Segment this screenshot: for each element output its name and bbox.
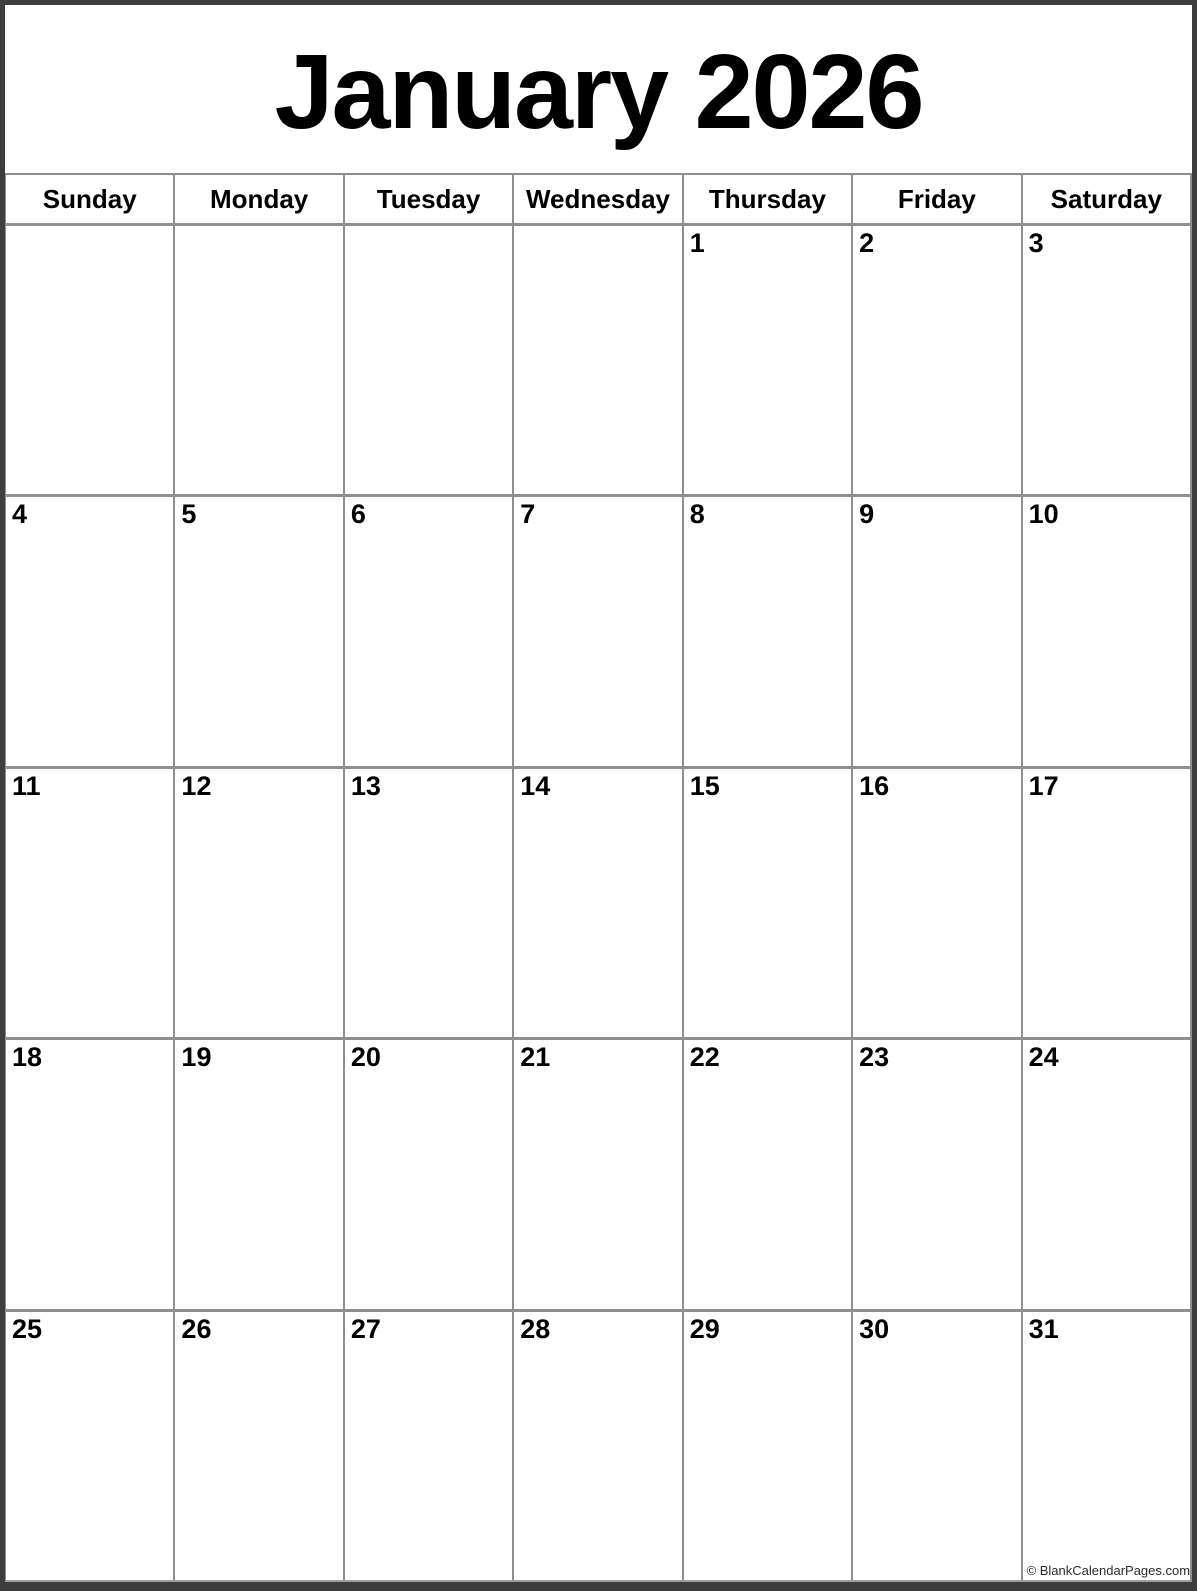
day-cell: [345, 1040, 512, 1308]
day-cell: [6, 1040, 173, 1308]
day-cell: [514, 1040, 681, 1308]
day-cell: [175, 1312, 342, 1580]
weekday-header-wednesday: Wednesday: [514, 175, 681, 223]
day-cell: [684, 1312, 851, 1580]
date-number: 16: [859, 770, 890, 801]
day-cell: [514, 769, 681, 1037]
date-number: 14: [520, 770, 551, 801]
date-number: 2: [859, 228, 875, 258]
day-cell: [1023, 1312, 1190, 1580]
date-number: 9: [859, 499, 875, 530]
day-cell: [6, 769, 173, 1037]
date-number: 3: [1028, 228, 1044, 258]
weekday-header-sunday: Sunday: [6, 175, 173, 223]
date-number: 23: [859, 1042, 890, 1073]
date-number: 21: [520, 1042, 551, 1073]
day-cell: [853, 497, 1020, 765]
date-number: 6: [350, 499, 366, 530]
date-number: 12: [181, 770, 212, 801]
weekday-header-friday: Friday: [853, 175, 1020, 223]
day-cell: [175, 769, 342, 1037]
date-number: 15: [689, 770, 720, 801]
day-cell: [853, 1040, 1020, 1308]
day-cell: [514, 497, 681, 765]
date-number: 30: [859, 1313, 890, 1344]
weekday-header-thursday: Thursday: [684, 175, 851, 223]
date-number: 4: [12, 499, 28, 530]
day-cell: [6, 497, 173, 765]
calendar-title: January 2026: [274, 33, 923, 151]
date-number: 31: [1028, 1313, 1059, 1344]
day-cell: [853, 1312, 1020, 1580]
date-number: 27: [350, 1313, 381, 1344]
date-number: 24: [1028, 1042, 1059, 1073]
date-number: 28: [520, 1313, 551, 1344]
date-number: 29: [689, 1313, 720, 1344]
day-cell: [1023, 226, 1190, 494]
day-cell: [1023, 769, 1190, 1037]
day-cell: [175, 497, 342, 765]
date-number: 22: [689, 1042, 720, 1073]
day-cell: [684, 226, 851, 494]
date-number: 20: [350, 1042, 381, 1073]
date-number: 1: [689, 228, 705, 258]
date-number: 8: [689, 499, 705, 530]
date-number: 5: [181, 499, 197, 530]
day-cell: [345, 1312, 512, 1580]
date-number: 11: [12, 770, 41, 801]
date-number: 7: [520, 499, 536, 530]
day-cell: [345, 497, 512, 765]
weekday-header-saturday: Saturday: [1023, 175, 1190, 223]
day-cell: [6, 1312, 173, 1580]
day-cell: [684, 769, 851, 1037]
day-cell: [853, 769, 1020, 1037]
day-cell: [1023, 1040, 1190, 1308]
day-cell: [175, 226, 342, 494]
day-cell: [6, 226, 173, 494]
day-cell: [684, 497, 851, 765]
day-cell: [853, 226, 1020, 494]
day-cell: [175, 1040, 342, 1308]
date-number: 26: [181, 1313, 212, 1344]
date-number: 10: [1028, 499, 1059, 530]
weekday-header-tuesday: Tuesday: [345, 175, 512, 223]
day-cell: [514, 1312, 681, 1580]
day-cell: [684, 1040, 851, 1308]
day-cell: [345, 226, 512, 494]
date-number: 25: [12, 1313, 43, 1344]
day-cell: [345, 769, 512, 1037]
copyright-text: © BlankCalendarPages.com: [1026, 1563, 1190, 1579]
date-number: 19: [181, 1042, 212, 1073]
date-number: 13: [350, 770, 381, 801]
day-cell: [1023, 497, 1190, 765]
day-cell: [514, 226, 681, 494]
weekday-header-monday: Monday: [175, 175, 342, 223]
date-number: 18: [12, 1042, 43, 1073]
date-number: 17: [1028, 770, 1059, 801]
calendar-grid: [5, 173, 1192, 1582]
title-bar: [5, 5, 1192, 173]
